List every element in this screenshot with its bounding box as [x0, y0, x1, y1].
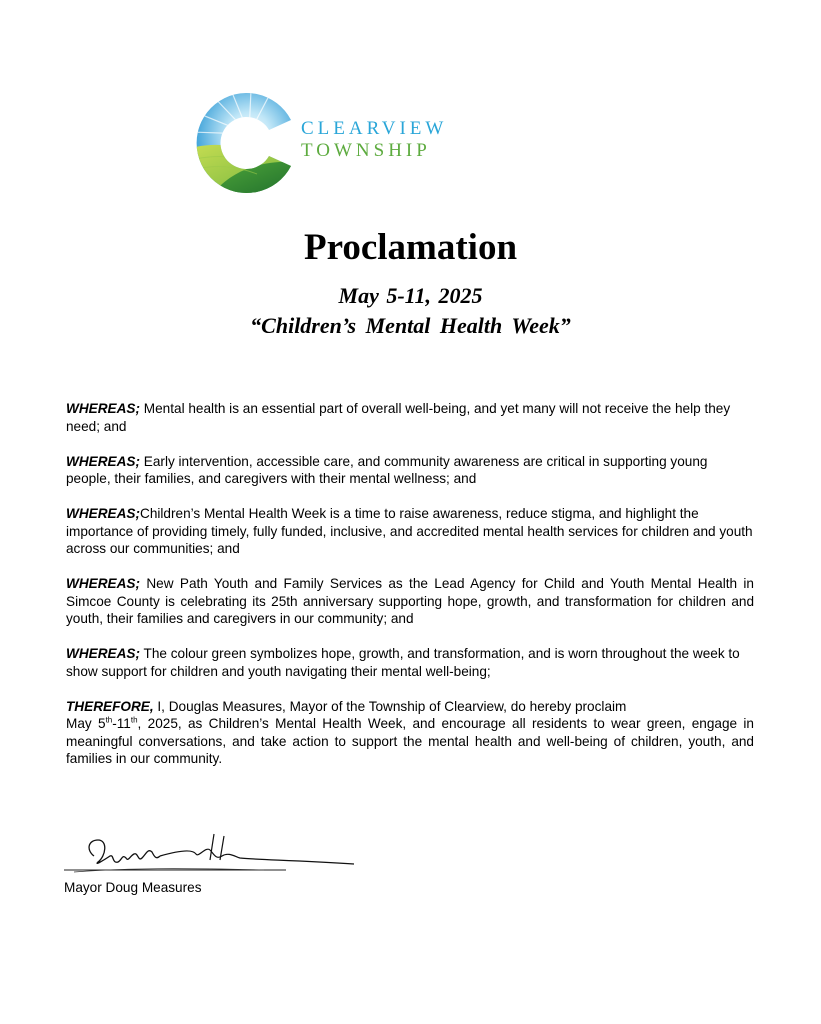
ordinal-suffix: th: [105, 715, 113, 725]
signer-name: Mayor Doug Measures: [64, 880, 202, 895]
therefore-date-dash: -11: [112, 716, 131, 731]
signature-image: [64, 826, 364, 882]
logo-line-clearview: CLEARVIEW: [301, 118, 448, 139]
clause-keyword: THEREFORE,: [66, 698, 154, 714]
clause-text: The colour green symbolizes hope, growth, and transformation, and is worn throughout the week to show support for children and youth navigating their mental well-being;: [66, 646, 740, 679]
proclamation-date: May 5-11, 2025: [338, 283, 483, 308]
logo-emblem-icon: [191, 90, 297, 196]
whereas-clause: [66, 575, 754, 628]
whereas-clause: [66, 505, 754, 558]
clause-text: New Path Youth and Family Services as the Lead Agency for Child and Youth Mental Health in Simcoe County is celebrating its 25th anniversary supporting hope, growth, and transformation for children and youth, their families and caregivers in our community; and: [66, 576, 754, 626]
clause-keyword: WHEREAS;: [66, 646, 141, 661]
clause-text: Early intervention, accessible care, and community awareness are critical in supporting young people, their families, and caregivers with their mental wellness; and: [66, 453, 708, 486]
clause-text: Children’s Mental Health Week is a time to raise awareness, reduce stigma, and highlight the importance of providing timely, fully funded, inclusive, and accredited mental health services for children and youth across our communities; and: [66, 506, 753, 556]
clause-keyword: WHEREAS;: [66, 453, 141, 469]
ordinal-suffix: th: [130, 715, 138, 725]
whereas-clause: [66, 453, 754, 488]
therefore-line1: I, Douglas Measures, Mayor of the Township of Clearview, do hereby proclaim: [153, 698, 627, 714]
proclamation-body: [66, 400, 754, 785]
therefore-clause: [66, 698, 754, 768]
whereas-clause: [66, 645, 754, 680]
logo-line-township: TOWNSHIP: [301, 140, 431, 161]
proclamation-week-name: “Children’s Mental Health Week”: [250, 313, 571, 338]
page-title: Proclamation: [303, 227, 518, 268]
therefore-date-start: May 5: [66, 716, 106, 731]
therefore-rest: , 2025, as Children’s Mental Health Week, and encourage all residents to wear green, engage in meaningful conversations, and take action to support the mental health and well-being of children, youth, and families in our community.: [66, 716, 754, 766]
clause-keyword: WHEREAS;: [66, 401, 141, 416]
clearview-township-logo: [191, 90, 481, 196]
clause-text: Mental health is an essential part of overall well-being, and yet many will not receive the help they need; and: [66, 401, 731, 434]
logo-wordmark: [301, 118, 447, 162]
clause-keyword: WHEREAS;: [66, 506, 141, 521]
clause-keyword: WHEREAS;: [66, 576, 141, 591]
whereas-clause: [66, 400, 754, 435]
